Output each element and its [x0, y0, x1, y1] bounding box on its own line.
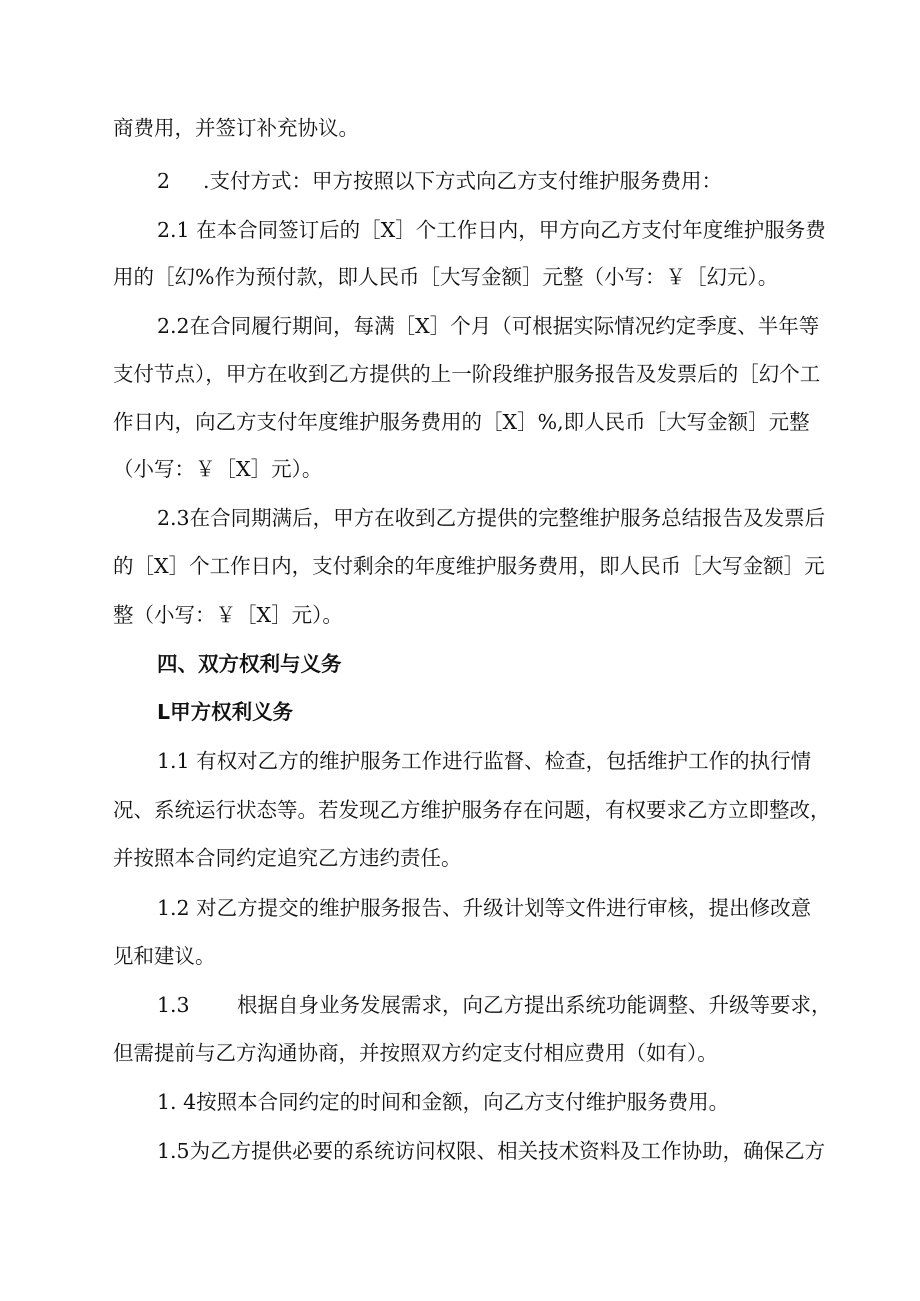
- paragraph-continuation-line: 商费用，并签订补充协议。: [113, 116, 359, 140]
- clause-2-3-line-3: 整（小写：￥［X］元）。: [113, 603, 343, 627]
- clause-1-2-line-1: 1.2 对乙方提交的维护服务报告、升级计划等文件进行审核，提出修改意: [157, 896, 812, 920]
- clause-1-3-line-2: 但需提前与乙方沟通协商，并按照双方约定支付相应费用（如有）。: [113, 1041, 718, 1065]
- clause-2-3-line-2: 的［X］个工作日内，支付剩余的年度维护服务费用，即人民币［大写金额］元: [113, 554, 825, 578]
- clause-2-2-line-3: 作日内，向乙方支付年度维护服务费用的［X］%,即人民币［大写金额］元整: [113, 410, 810, 434]
- clause-number: 1.3: [157, 993, 190, 1017]
- subsection-heading-party-a: L甲方权利义务: [157, 700, 294, 724]
- clause-2-2-line-1: 2.2在合同履行期间，每满［X］个月（可根据实际情况约定季度、半年等: [157, 314, 820, 338]
- clause-2-1-line-2: 用的［幻%作为预付款，即人民币［大写金额］元整（小写：￥［幻元）。: [113, 265, 779, 289]
- clause-2-1-line-1: 2.1 在本合同签订后的［X］个工作日内，甲方向乙方支付年度维护服务费: [157, 218, 826, 242]
- clause-text: .支付方式：甲方按照以下方式向乙方支付维护服务费用：: [203, 169, 723, 193]
- section-heading-rights-obligations: 四、双方权利与义务: [157, 652, 342, 676]
- clause-text: 根据自身业务发展需求，向乙方提出系统功能调整、升级等要求，: [237, 993, 832, 1017]
- clause-2-payment-method: [157, 166, 722, 196]
- clause-2-3-line-1: 2.3在合同期满后，甲方在收到乙方提供的完整维护服务总结报告及发票后: [157, 506, 826, 530]
- clause-1-1-line-2: 况、系统运行状态等。若发现乙方维护服务存在问题，有权要求乙方立即整改，: [113, 798, 831, 822]
- clause-1-3-line-1: [157, 990, 832, 1020]
- clause-1-1-line-1: 1.1 有权对乙方的维护服务工作进行监督、检查，包括维护工作的执行情: [157, 749, 812, 773]
- clause-number: 2: [157, 169, 171, 193]
- clause-1-4-line-1: 1. 4按照本合同约定的时间和金额，向乙方支付维护服务费用。: [157, 1090, 730, 1114]
- clause-1-1-line-3: 并按照本合同约定追究乙方违约责任。: [113, 846, 462, 870]
- clause-1-2-line-2: 见和建议。: [113, 944, 216, 968]
- clause-2-2-line-4: （小写：￥［X］元）。: [113, 457, 323, 481]
- clause-2-2-line-2: 支付节点），甲方在收到乙方提供的上一阶段维护服务报告及发票后的［幻个工: [113, 362, 821, 386]
- clause-1-5-line-1: 1.5为乙方提供必要的系统访问权限、相关技术资料及工作协助，确保乙方: [157, 1139, 826, 1163]
